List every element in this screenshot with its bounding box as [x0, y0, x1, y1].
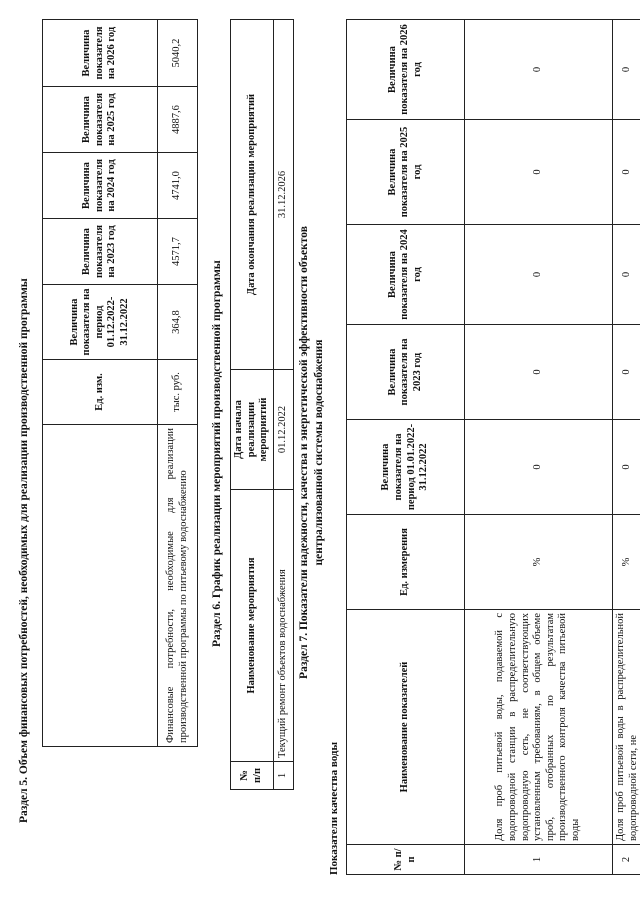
section6-title: Раздел 6. График реализации мероприятий производственной программы: [211, 260, 223, 647]
table-row: [613, 20, 640, 875]
section6-table: [230, 19, 294, 790]
section5-header-2026: Величина показателя на 2026 год: [43, 20, 158, 87]
section5-header-period: Величина показателя на период 01.12.2022-31.12.2022: [43, 285, 158, 360]
section5-header-2025: Величина показателя на 2025 год: [43, 87, 158, 153]
section6-cell-num: 1: [273, 762, 293, 790]
section6-cell-end: 31.12.2026: [273, 20, 293, 370]
section5-data-row: [158, 20, 198, 747]
section7-row2-2024: 0: [613, 225, 640, 325]
section7-row2-period: 0: [613, 420, 640, 515]
section7-row2-num: 2: [613, 845, 640, 875]
section6-header-num: № п/п: [231, 762, 274, 790]
section5-cell-2026: 5040,2: [158, 20, 198, 87]
section7-row1-name: Доля проб питьевой воды, подаваемой с водопроводной станции в распределительную водопроводную сеть, не соответствующих установленным требованиям, в общем объеме проб, отобранных по результатам производственного контроля качества питьевой воды: [465, 610, 613, 845]
section5-header-2023: Величина показателя на 2023 год: [43, 219, 158, 285]
section5-header-2024: Величина показателя на 2024 год: [43, 153, 158, 219]
section7-row1-2026: 0: [465, 20, 613, 120]
section7-header-2026: Величина показателя на 2026 год: [347, 20, 465, 120]
section7-title-line2: централизованной системы водоснабжения: [313, 339, 325, 566]
section7-header-name: Наименование показателей: [347, 610, 465, 845]
section5-cell-period: 364,8: [158, 285, 198, 360]
section7-subheading: Показатели качества воды: [328, 741, 340, 875]
section6-cell-start: 01.12.2022: [273, 370, 293, 490]
section7-header-period: Величина показателя на период 01.01.2022-31.12.2022: [347, 420, 465, 515]
section7-row2-name: Доля проб питьевой воды в распределительной водопроводной сети, не: [613, 610, 640, 845]
section5-header-row: [43, 20, 158, 747]
section7-title-line1: Раздел 7. Показатели надежности, качества и энергетической эффективности объектов: [298, 226, 310, 679]
section5-cell-2024: 4741,0: [158, 153, 198, 219]
section6-header-row: [231, 20, 274, 790]
section5-cell-2023: 4571,7: [158, 219, 198, 285]
section7-row1-2025: 0: [465, 120, 613, 225]
section7-row1-2024: 0: [465, 225, 613, 325]
section7-row1-period: 0: [465, 420, 613, 515]
section5-header-unit: Ед. изм.: [43, 360, 158, 425]
section7-header-unit: Ед. измерения: [347, 515, 465, 610]
section7-row2-unit: %: [613, 515, 640, 610]
section6-data-row: [273, 20, 293, 790]
section7-header-2023: Величина показателя на 2023 год: [347, 325, 465, 420]
section5-table: [42, 19, 198, 747]
section7-row1-unit: %: [465, 515, 613, 610]
section7-row2-2023: 0: [613, 325, 640, 420]
section5-header-empty: [43, 425, 158, 747]
section7-header-2024: Величина показателя на 2024 год: [347, 225, 465, 325]
section5-cell-name: Финансовые потребности, необходимые для реализации производственной программы по питьевому водоснабжению: [158, 425, 198, 747]
section6-header-end: Дата окончания реализации мероприятий: [231, 20, 274, 370]
section5-cell-2025: 4887,6: [158, 87, 198, 153]
section5-title: Раздел 5. Объем финансовых потребностей, необходимых для реализации производственной программы: [18, 278, 30, 823]
section7-row2-2026: 0: [613, 20, 640, 120]
section7-header-2025: Величина показателя на 2025 год: [347, 120, 465, 225]
section7-row1-2023: 0: [465, 325, 613, 420]
section6-cell-name: Текущий ремонт объектов водоснабжения: [273, 490, 293, 762]
table-row: [465, 20, 613, 875]
section5-cell-unit: тыс. руб.: [158, 360, 198, 425]
section6-header-start: Дата начала реализации мероприятий: [231, 370, 274, 490]
section7-row2-2025: 0: [613, 120, 640, 225]
section7-table: [346, 19, 640, 875]
section7-row1-num: 1: [465, 845, 613, 875]
section6-header-name: Наименование мероприятия: [231, 490, 274, 762]
section7-header-num: № п/п: [347, 845, 465, 875]
section7-header-row: [347, 20, 465, 875]
